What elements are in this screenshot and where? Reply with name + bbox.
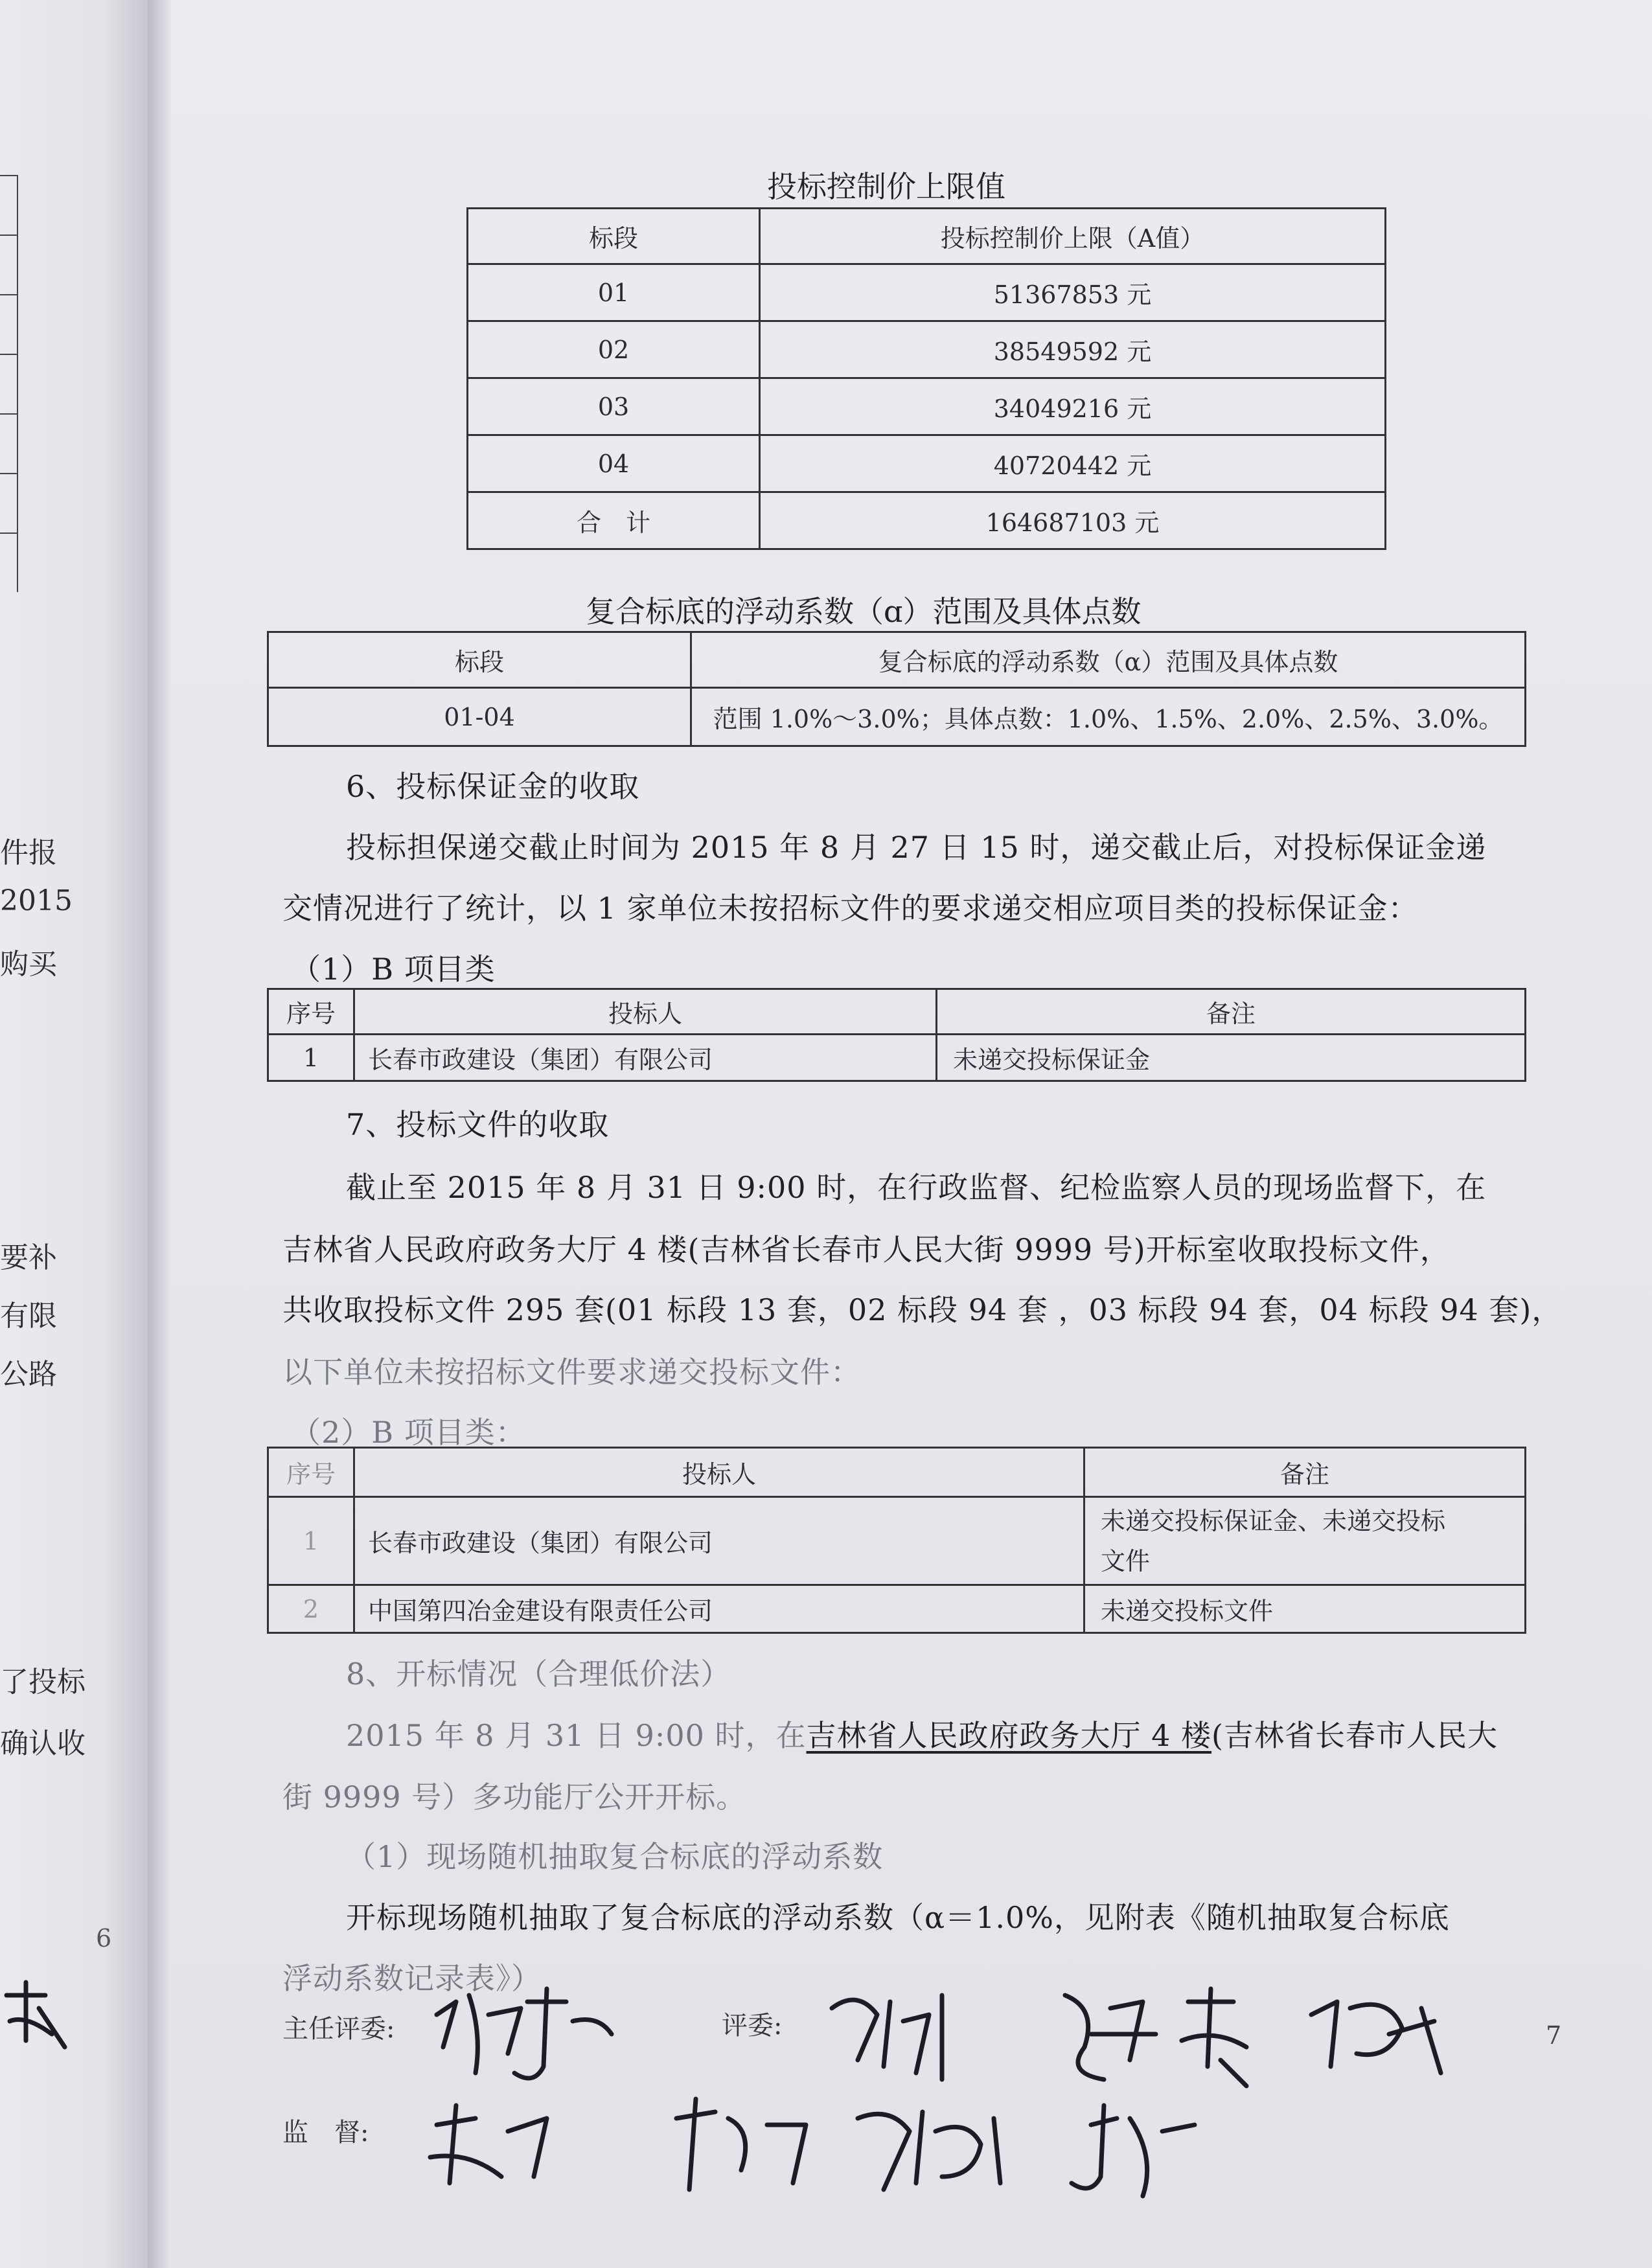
table-cell: 范围 1.0%～3.0%；具体点数：1.0%、1.5%、2.0%、2.5%、3.0%。 (691, 688, 1526, 746)
section6-paragraph: 交情况进行了统计，以 1 家单位未按招标文件的要求递交相应项目类的投标保证金： (282, 891, 1419, 926)
table-cell: 02 (468, 321, 760, 378)
table-header: 备注 (937, 989, 1526, 1035)
table-header: 序号 (268, 1448, 354, 1497)
table2-title: 复合标底的浮动系数（ɑ）范围及具体点数 (586, 594, 1141, 629)
table1-title: 投标控制价上限值 (767, 169, 1005, 204)
previous-page-table-fragment (0, 175, 18, 592)
table-cell: 1 (268, 1497, 354, 1585)
reviewer-signatures (819, 1969, 1596, 2092)
table-cell: 长春市政建设（集团）有限公司 (354, 1035, 937, 1081)
section8-paragraph (346, 1712, 1498, 1755)
remark-line: 未递交投标保证金、未递交投标 (1101, 1506, 1446, 1535)
chair-signature (417, 1976, 625, 2092)
table-cell: 04 (468, 435, 760, 492)
bid-price-cap-table (466, 207, 1386, 550)
table-row (468, 378, 1386, 435)
previous-page-text: 购买 (0, 948, 57, 981)
table-row (468, 492, 1386, 549)
table-row (468, 321, 1386, 378)
book-gutter (148, 0, 171, 2268)
table-cell: 03 (468, 378, 760, 435)
table-row (468, 264, 1386, 321)
table-cell: 1 (268, 1035, 354, 1081)
table-header: 投标人 (354, 1448, 1084, 1497)
previous-page-text: 要补 (0, 1241, 57, 1274)
table-header: 备注 (1084, 1448, 1526, 1497)
table-row (268, 688, 1526, 746)
text-run: (吉林省长春市人民大 (1211, 1718, 1498, 1753)
previous-page-text: 有限 (0, 1300, 57, 1333)
supervisor-signatures (417, 2079, 1519, 2209)
table-header: 序号 (268, 989, 354, 1035)
previous-page-edge (0, 0, 148, 2268)
table-cell: 51367853 元 (760, 264, 1386, 321)
table-row (268, 1497, 1526, 1585)
text-run: 2015 年 8 月 31 日 9:00 时，在 (346, 1718, 807, 1753)
table-cell: 合 计 (468, 492, 760, 549)
table-cell: 未递交投标保证金 (937, 1035, 1526, 1081)
table-cell: 40720442 元 (760, 435, 1386, 492)
section8-paragraph: 浮动系数记录表》） (282, 1961, 542, 1996)
section8-paragraph: 街 9999 号）多功能厅公开开标。 (282, 1780, 747, 1815)
document-page (171, 0, 1652, 2268)
table-cell: 01-04 (268, 688, 691, 746)
table-cell: 34049216 元 (760, 378, 1386, 435)
table-row (468, 435, 1386, 492)
float-coefficient-table (267, 631, 1526, 747)
section7-heading: 7、投标文件的收取 (346, 1107, 610, 1142)
table-header: 标段 (468, 209, 760, 264)
previous-page-text: 确认收 (0, 1727, 86, 1760)
table-header: 复合标底的浮动系数（α）范围及具体点数 (691, 632, 1526, 688)
table-header: 投标人 (354, 989, 937, 1035)
section7-subheading: （2）B 项目类： (291, 1415, 526, 1450)
section7-paragraph: 以下单位未按招标文件要求递交投标文件： (282, 1355, 861, 1390)
table-row (268, 1585, 1526, 1633)
previous-page-signature-fragment (0, 1969, 78, 2060)
section8-paragraph: 开标现场随机抽取了复合标底的浮动系数（α＝1.0%，见附表《随机抽取复合标底 (346, 1900, 1450, 1935)
section8-subheading: （1）现场随机抽取复合标底的浮动系数 (346, 1839, 884, 1874)
section6-paragraph: 投标担保递交截止时间为 2015 年 8 月 27 日 15 时，递交截止后，对投标保证金递 (346, 830, 1487, 865)
table-cell: 未递交投标文件 (1084, 1585, 1526, 1633)
previous-page-text: 公路 (0, 1358, 57, 1391)
table-cell: 38549592 元 (760, 321, 1386, 378)
previous-page-text: 2015 (0, 884, 73, 917)
previous-page-text: 件报 (0, 836, 57, 869)
previous-page-number: 6 (96, 1924, 112, 1953)
page-number: 7 (1546, 2021, 1562, 2050)
table-cell: 2 (268, 1585, 354, 1633)
chair-reviewer-label: 主任评委: (282, 2014, 395, 2044)
section7-paragraph: 吉林省人民政府政务大厅 4 楼(吉林省长春市人民大街 9999 号)开标室收取投标文件， (282, 1232, 1451, 1267)
table-header: 标段 (268, 632, 691, 688)
table-row (268, 1035, 1526, 1081)
supervisor-label: 监 督: (282, 2118, 369, 2148)
table-cell: 01 (468, 264, 760, 321)
table-cell: 长春市政建设（集团）有限公司 (354, 1497, 1084, 1585)
table-cell: 中国第四冶金建设有限责任公司 (354, 1585, 1084, 1633)
deposit-table (267, 988, 1526, 1082)
remark-line: 文件 (1101, 1546, 1151, 1575)
previous-page-text: 了投标 (0, 1666, 86, 1699)
rejected-bids-table (267, 1447, 1526, 1634)
section8-heading: 8、开标情况（合理低价法） (346, 1656, 731, 1691)
section7-paragraph: 截止至 2015 年 8 月 31 日 9:00 时，在行政监督、纪检监察人员的现场监督下，在 (346, 1170, 1487, 1205)
table-cell: 164687103 元 (760, 492, 1386, 549)
section6-subheading: （1）B 项目类 (291, 952, 496, 987)
table-cell (1084, 1497, 1526, 1585)
underlined-location: 吉林省人民政府政务大厅 4 楼 (806, 1718, 1212, 1753)
table-header: 投标控制价上限（A值） (760, 209, 1386, 264)
reviewer-label: 评委: (722, 2011, 783, 2041)
section6-heading: 6、投标保证金的收取 (346, 769, 640, 804)
section7-paragraph: 共收取投标文件 295 套(01 标段 13 套，02 标段 94 套 ，03 标段 94 套，04 标段 94 套)， (282, 1292, 1563, 1327)
